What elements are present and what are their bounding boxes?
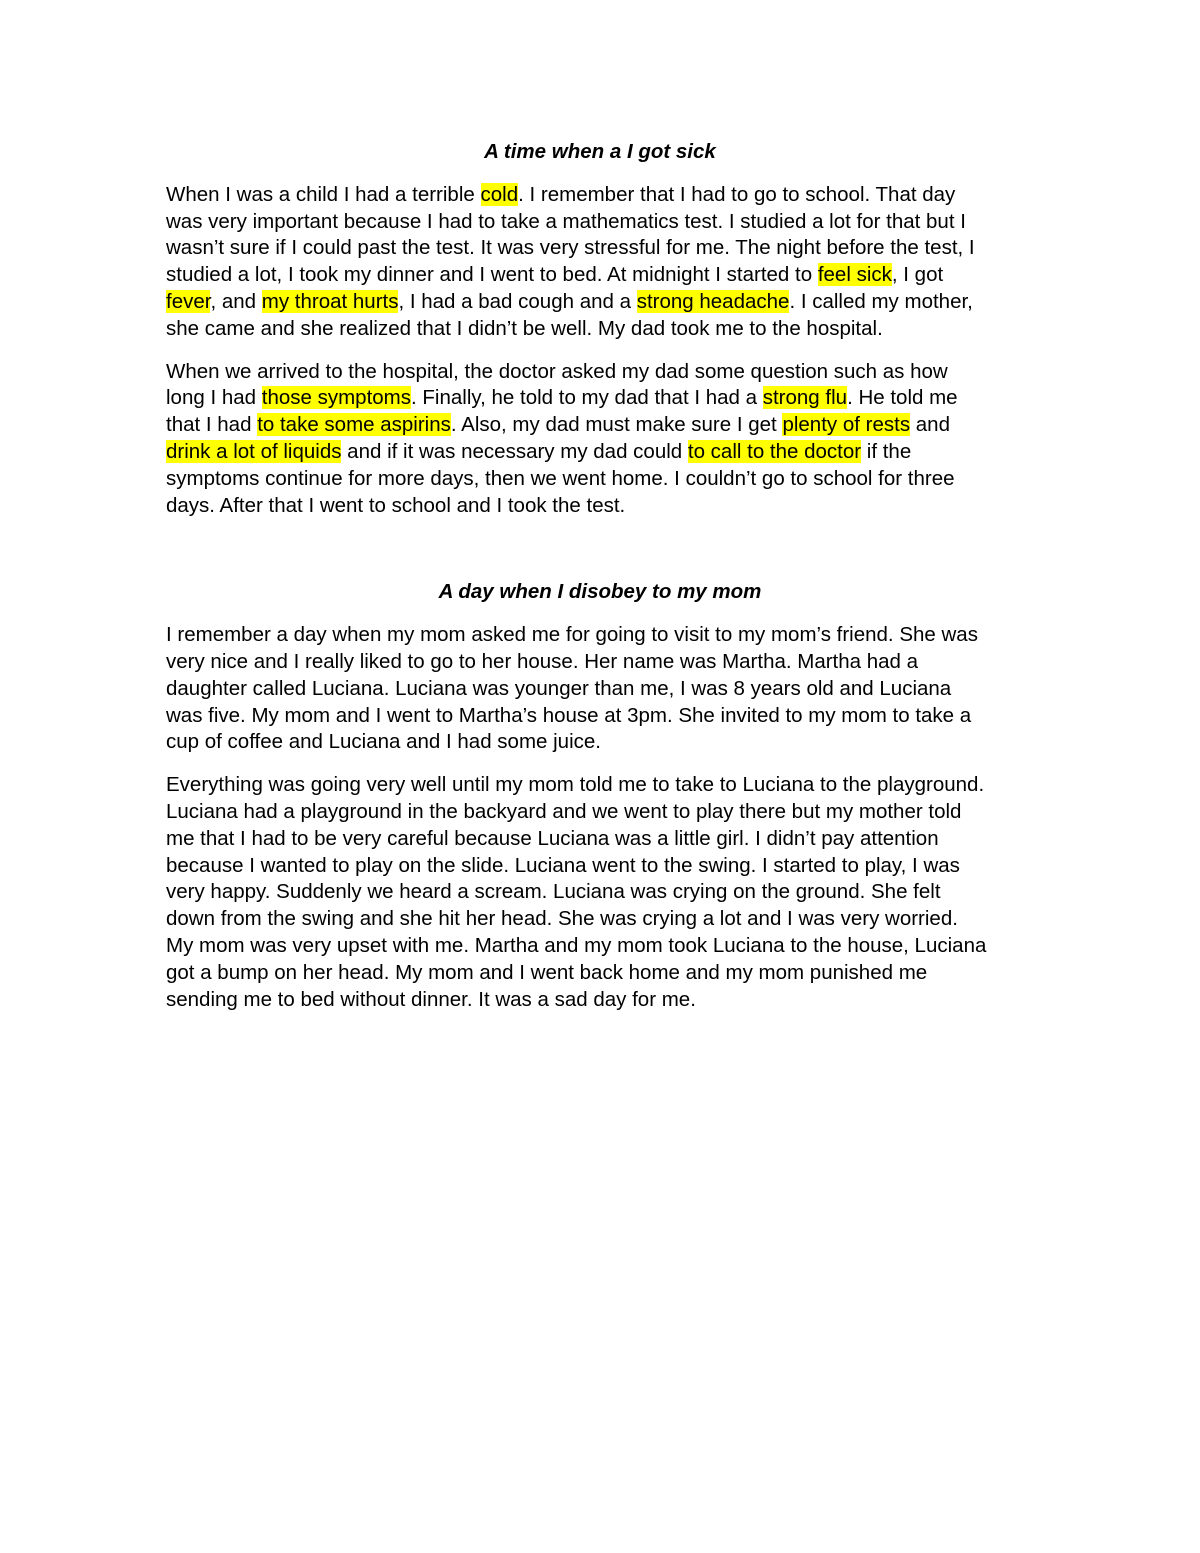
text-line <box>166 289 1034 316</box>
text-run: me that I had to be very careful because Luciana was a little girl. I didn’t pay attention <box>166 826 939 850</box>
text-line <box>166 209 1034 236</box>
text-run: symptoms continue for more days, then we went home. I couldn’t go to school for three <box>166 466 955 490</box>
text-line <box>166 772 1034 799</box>
text-run: that I had <box>166 413 258 437</box>
paragraph <box>166 622 1034 756</box>
highlighted-phrase: to take some aspirins <box>257 413 451 437</box>
text-run: was very important because I had to take a mathematics test. I studied a lot for that but I <box>166 209 966 233</box>
text-line <box>166 182 1034 209</box>
document-body <box>166 139 1034 1029</box>
text-line <box>166 879 1034 906</box>
text-run: , I had a bad cough and a <box>398 289 637 313</box>
text-line <box>166 493 1034 520</box>
highlighted-phrase: drink a lot of liquids <box>166 439 342 463</box>
text-run: wasn’t sure if I could past the test. It was very stressful for me. The night before the test, I <box>166 236 975 260</box>
text-run: down from the swing and she hit her head. She was crying a lot and I was very worried. <box>166 907 958 931</box>
text-run: . Finally, he told to my dad that I had a <box>411 386 763 410</box>
paragraph <box>166 359 1034 520</box>
highlighted-phrase: my throat hurts <box>261 289 399 313</box>
text-run: . Also, my dad must make sure I get <box>450 413 783 437</box>
text-run: , and <box>210 289 262 313</box>
text-line <box>166 235 1034 262</box>
text-run: very nice and I really liked to go to her house. Her name was Martha. Martha had a <box>166 649 919 673</box>
text-run: Luciana had a playground in the backyard and we went to play there but my mother told <box>166 799 962 823</box>
text-line <box>166 799 1034 826</box>
text-run: very happy. Suddenly we heard a scream. Luciana was crying on the ground. She felt <box>166 880 941 904</box>
text-run: if the <box>861 439 912 463</box>
text-line <box>166 906 1034 933</box>
section-spacer <box>166 535 1034 579</box>
text-run: Everything was going very well until my mom told me to take to Luciana to the playground. <box>166 773 985 797</box>
text-run: sending me to bed without dinner. It was a sad day for me. <box>166 987 696 1011</box>
text-run: got a bump on her head. My mom and I went back home and my mom punished me <box>166 960 928 984</box>
text-run: long I had <box>166 386 262 410</box>
section-title: A time when a I got sick <box>484 140 716 163</box>
highlighted-phrase: fever <box>166 289 211 313</box>
text-run: . I remember that I had to go to school. That day <box>518 182 956 206</box>
text-line <box>166 385 1034 412</box>
text-line <box>166 466 1034 493</box>
text-run: I remember a day when my mom asked me for going to visit to my mom’s friend. She was <box>166 623 978 647</box>
text-run: because I wanted to play on the slide. Luciana went to the swing. I started to play, I was <box>166 853 960 877</box>
highlighted-phrase: those symptoms <box>261 386 411 410</box>
highlighted-phrase: plenty of rests <box>782 413 911 437</box>
text-run: My mom was very upset with me. Martha and my mom took Luciana to the house, Luciana <box>166 933 987 957</box>
text-line <box>166 987 1034 1014</box>
highlighted-phrase: strong flu <box>762 386 848 410</box>
text-line <box>166 622 1034 649</box>
text-line <box>166 676 1034 703</box>
essay-section <box>166 579 1034 1013</box>
text-run: daughter called Luciana. Luciana was younger than me, I was 8 years old and Luciana <box>166 676 952 700</box>
text-line <box>166 853 1034 880</box>
text-line <box>166 933 1034 960</box>
text-run: . He told me <box>847 386 958 410</box>
paragraph <box>166 182 1034 343</box>
highlighted-phrase: cold <box>480 182 519 206</box>
text-run: she came and she realized that I didn’t be well. My dad took me to the hospital. <box>166 316 883 340</box>
paragraph <box>166 772 1034 1013</box>
highlighted-phrase: strong headache <box>636 289 790 313</box>
text-line <box>166 960 1034 987</box>
text-line <box>166 649 1034 676</box>
text-line <box>166 412 1034 439</box>
essay-section <box>166 139 1034 519</box>
text-line <box>166 703 1034 730</box>
text-line <box>166 826 1034 853</box>
text-line <box>166 439 1034 466</box>
text-run: When we arrived to the hospital, the doctor asked my dad some question such as how <box>166 359 948 383</box>
text-run: . I called my mother, <box>789 289 973 313</box>
text-run: was five. My mom and I went to Martha’s house at 3pm. She invited to my mom to take a <box>166 703 972 727</box>
text-line <box>166 359 1034 386</box>
text-line <box>166 316 1034 343</box>
text-run: When I was a child I had a terrible <box>166 182 481 206</box>
section-title: A day when I disobey to my mom <box>438 580 762 604</box>
text-run: cup of coffee and Luciana and I had some juice. <box>166 730 601 754</box>
text-run: and if it was necessary my dad could <box>341 439 688 463</box>
highlighted-phrase: feel sick <box>817 263 892 287</box>
text-run: and <box>910 413 950 437</box>
text-line <box>166 262 1034 289</box>
text-run: , I got <box>891 263 944 287</box>
highlighted-phrase: to call to the doctor <box>687 439 862 463</box>
text-line <box>166 729 1034 756</box>
text-run: days. After that I went to school and I took the test. <box>166 493 626 517</box>
text-run: studied a lot, I took my dinner and I went to bed. At midnight I started to <box>166 263 818 287</box>
